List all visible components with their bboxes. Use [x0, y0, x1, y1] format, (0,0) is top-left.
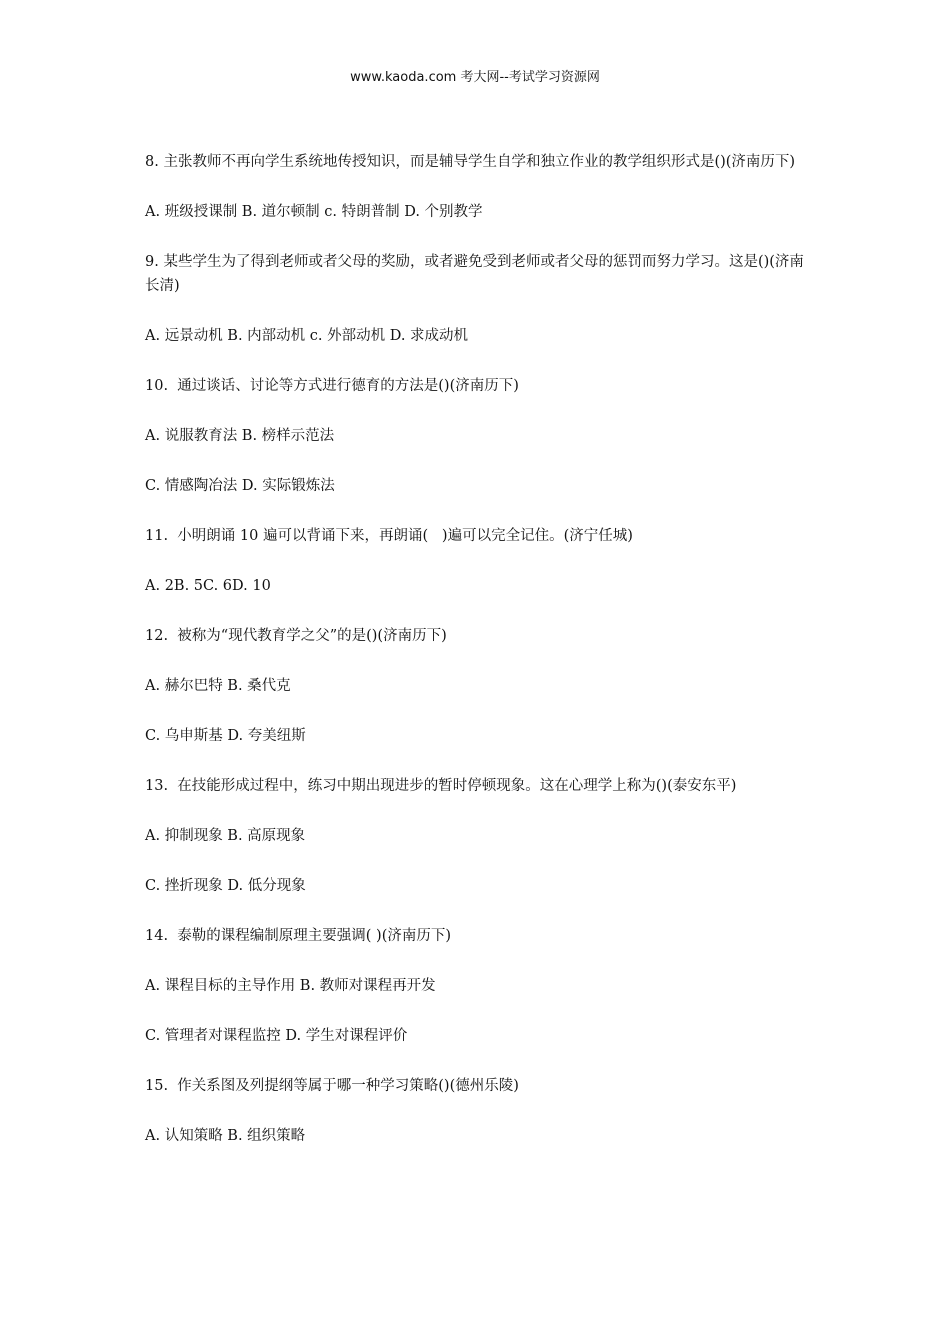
question-14-options-cd: C. 管理者对课程监控 D. 学生对课程评价: [145, 1028, 408, 1044]
question-11-options: A. 2B. 5C. 6D. 10: [145, 578, 271, 594]
question-13: 13. 在技能形成过程中，练习中期出现进步的暂时停顿现象。这在心理学上称为()(泰安东平): [145, 778, 737, 794]
question-9-options: A. 远景动机 B. 内部动机 c. 外部动机 D. 求成动机: [145, 328, 469, 344]
question-13-options-cd: C. 挫折现象 D. 低分现象: [145, 878, 306, 894]
question-8-options: A. 班级授课制 B. 道尔顿制 c. 特朗普制 D. 个别教学: [145, 204, 483, 220]
question-12-options-ab: A. 赫尔巴特 B. 桑代克: [145, 678, 291, 694]
document-body: [145, 150, 815, 1174]
question-12: 12. 被称为“现代教育学之父”的是()(济南历下): [145, 628, 447, 644]
question-14: 14. 泰勒的课程编制原理主要强调( )(济南历下): [145, 928, 452, 944]
question-11: 11. 小明朗诵 10 遍可以背诵下来，再朗诵( )遍可以完全记住。(济宁任城): [145, 528, 633, 544]
question-12-options-cd: C. 乌申斯基 D. 夸美纽斯: [145, 728, 306, 744]
question-14-options-ab: A. 课程目标的主导作用 B. 教师对课程再开发: [145, 978, 436, 994]
question-10-options-cd: C. 情感陶冶法 D. 实际锻炼法: [145, 478, 335, 494]
question-15: 15. 作关系图及列提纲等属于哪一种学习策略()(德州乐陵): [145, 1078, 519, 1094]
question-10-options-ab: A. 说服教育法 B. 榜样示范法: [145, 428, 335, 444]
question-10: 10. 通过谈话、讨论等方式进行德育的方法是()(济南历下): [145, 378, 519, 394]
question-13-options-ab: A. 抑制现象 B. 高原现象: [145, 828, 306, 844]
question-9: 9. 某些学生为了得到老师或者父母的奖励，或者避免受到老师或者父母的惩罚而努力学习。这是()(济南长清): [145, 254, 804, 294]
page-header: www.kaoda.com 考大网--考试学习资源网: [350, 70, 600, 85]
question-15-options-ab: A. 认知策略 B. 组织策略: [145, 1128, 306, 1144]
question-8: 8. 主张教师不再向学生系统地传授知识，而是辅导学生自学和独立作业的教学组织形式是()(济南历下): [145, 154, 796, 170]
